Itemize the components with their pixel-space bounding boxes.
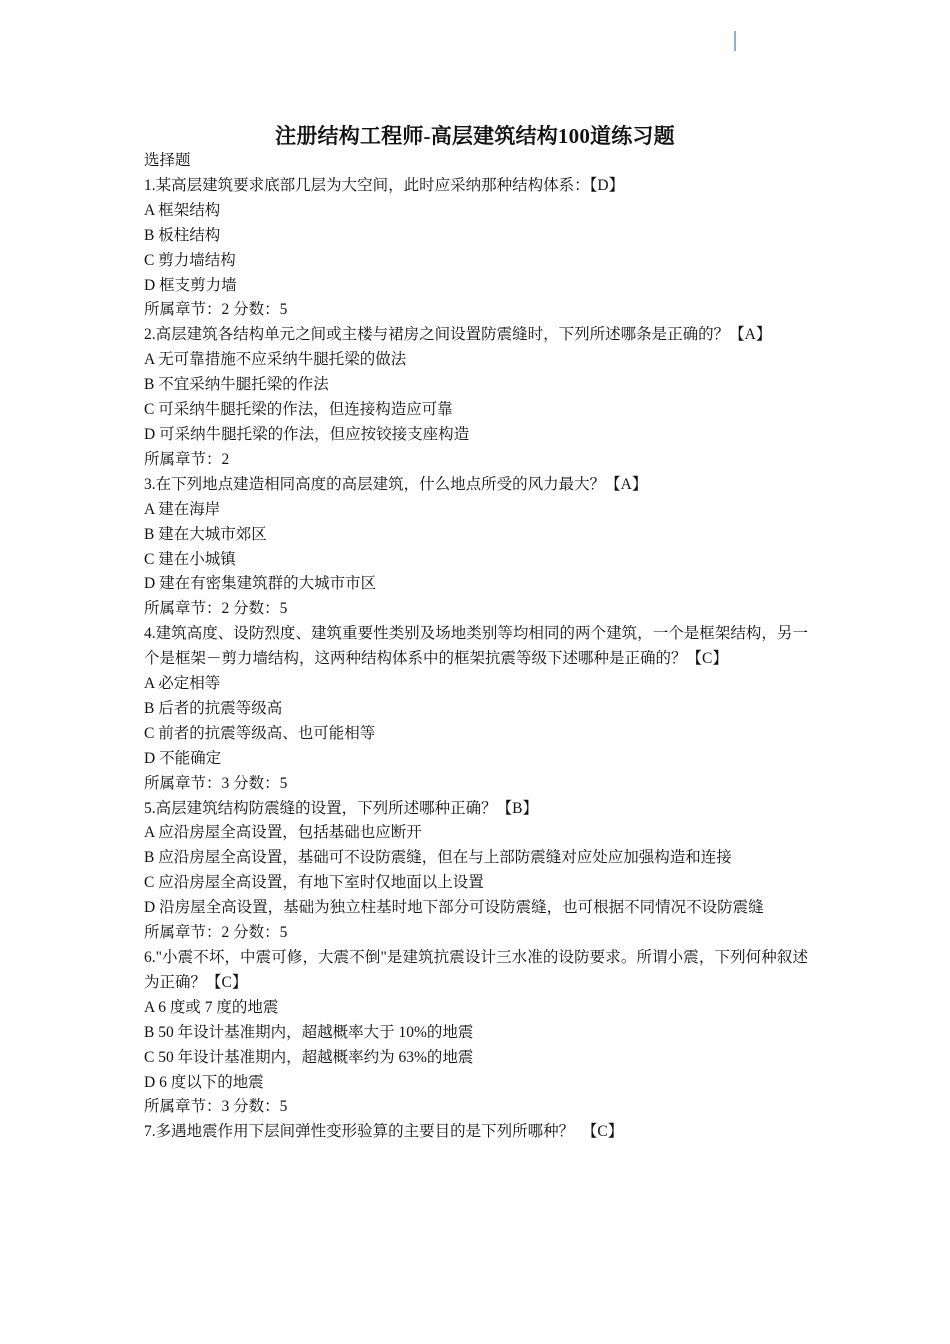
option-d: D 框支剪力墙 bbox=[144, 276, 237, 294]
question-text: 6."小震不坏，中震可修，大震不倒"是建筑抗震设计三水准的设防要求。所谓小震，下列何种叙述为正确？【C】 bbox=[144, 949, 808, 991]
option-a: A 无可靠措施不应采纳牛腿托梁的做法 bbox=[144, 351, 407, 369]
option-d: D 沿房屋全高设置，基础为独立柱基时地下部分可设防震缝，也可根据不同情况不设防震缝 bbox=[144, 899, 764, 917]
option-b: B 50 年设计基准期内，超越概率大于 10%的地震 bbox=[144, 1023, 474, 1041]
option-b: B 后者的抗震等级高 bbox=[144, 699, 283, 717]
option-a: A 6 度或 7 度的地震 bbox=[144, 998, 279, 1016]
option-b: B 应沿房屋全高设置，基础可不设防震缝，但在与上部防震缝对应处应加强构造和连接 bbox=[144, 849, 732, 867]
question-text: 4.建筑高度、设防烈度、建筑重要性类别及场地类别等均相同的两个建筑，一个是框架结构，另一个是框架－剪力墙结构，这两种结构体系中的框架抗震等级下述哪种是正确的？【C】 bbox=[144, 625, 808, 668]
question-meta: 所属章节：3 分数：5 bbox=[144, 1098, 288, 1116]
question-3 bbox=[144, 473, 808, 622]
question-6 bbox=[144, 946, 808, 1120]
option-b: B 不宜采纳牛腿托梁的作法 bbox=[144, 376, 329, 394]
question-5 bbox=[144, 797, 808, 946]
document-title: 注册结构工程师-高层建筑结构100道练习题 bbox=[275, 124, 675, 148]
question-4 bbox=[144, 622, 808, 796]
option-c: C 剪力墙结构 bbox=[144, 251, 236, 269]
option-c: C 前者的抗震等级高、也可能相等 bbox=[144, 724, 376, 742]
question-text: 2.高层建筑各结构单元之间或主楼与裙房之间设置防震缝时，下列所述哪条是正确的？【A】 bbox=[144, 326, 772, 344]
question-1 bbox=[144, 174, 808, 323]
question-2 bbox=[144, 323, 808, 472]
option-a: A 框架结构 bbox=[144, 201, 221, 219]
option-a: A 建在海岸 bbox=[144, 500, 221, 518]
option-d: D 6 度以下的地震 bbox=[144, 1073, 264, 1091]
option-c: C 可采纳牛腿托梁的作法，但连接构造应可靠 bbox=[144, 401, 453, 419]
question-meta: 所属章节：2 bbox=[144, 450, 230, 468]
option-d: D 建在有密集建筑群的大城市市区 bbox=[144, 575, 377, 593]
question-text: 1.某高层建筑要求底部几层为大空间，此时应采纳那种结构体系：【D】 bbox=[144, 176, 625, 194]
option-b: B 建在大城市郊区 bbox=[144, 525, 267, 543]
question-meta: 所属章节：2 分数：5 bbox=[144, 924, 288, 942]
option-d: D 可采纳牛腿托梁的作法，但应按铰接支座构造 bbox=[144, 425, 470, 443]
question-meta: 所属章节：3 分数：5 bbox=[144, 774, 288, 792]
document-body bbox=[144, 149, 808, 1145]
section-label: 选择题 bbox=[144, 152, 191, 169]
option-a: A 应沿房屋全高设置，包括基础也应断开 bbox=[144, 824, 422, 842]
option-b: B 板柱结构 bbox=[144, 226, 221, 244]
header-mark bbox=[734, 31, 736, 51]
option-c: C 建在小城镇 bbox=[144, 550, 236, 568]
option-c: C 应沿房屋全高设置，有地下室时仅地面以上设置 bbox=[144, 874, 484, 892]
option-d: D 不能确定 bbox=[144, 749, 222, 767]
question-text: 5.高层建筑结构防震缝的设置，下列所述哪种正确？【B】 bbox=[144, 799, 538, 817]
option-c: C 50 年设计基准期内，超越概率约为 63%的地震 bbox=[144, 1048, 474, 1066]
question-text: 3.在下列地点建造相同高度的高层建筑，什么地点所受的风力最大？【A】 bbox=[144, 475, 648, 493]
question-meta: 所属章节：2 分数：5 bbox=[144, 600, 288, 618]
option-a: A 必定相等 bbox=[144, 675, 221, 693]
question-meta: 所属章节：2 分数：5 bbox=[144, 301, 288, 319]
question-7-text: 7.多遇地震作用下层间弹性变形验算的主要目的是下列所哪种？ 【C】 bbox=[144, 1123, 624, 1141]
